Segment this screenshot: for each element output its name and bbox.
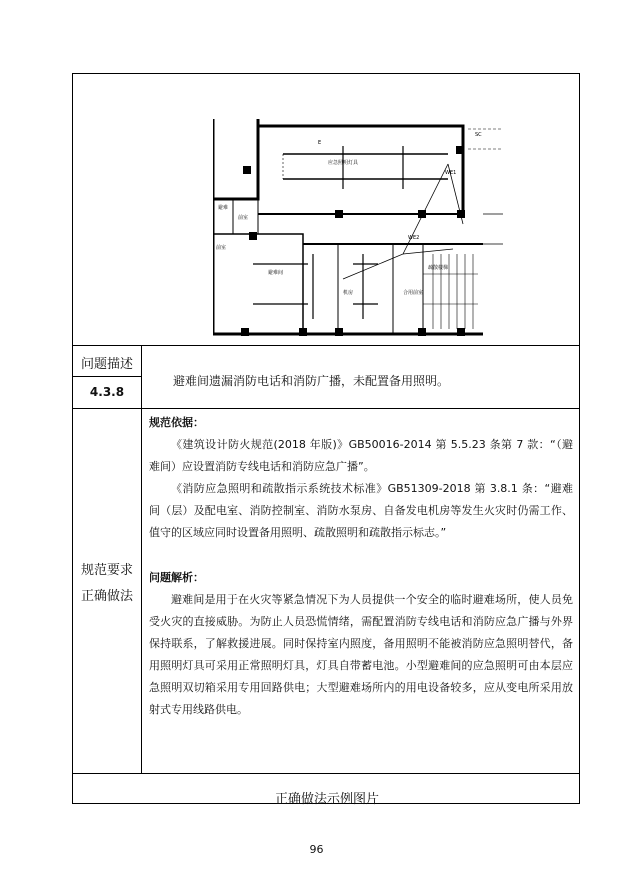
analysis-body	[149, 567, 573, 721]
basis-heading: 规范依据：	[149, 416, 204, 429]
row-divider-1	[73, 345, 579, 346]
problem-code: 4.3.8	[89, 385, 125, 399]
corner-tag: SC	[475, 132, 482, 138]
analysis-paragraph: 避难间是用于在火灾等紧急情况下为人员提供一个安全的临时避难场所，使人员免受火灾的直接威胁。为防止人员恐慌情绪，需配置消防专线电话和消防应急广播与外界保持联系，了解救援进展。同时保持室内照度，备用照明不能被消防应急照明替代，备用照明灯具可采用正常照明灯具，灯具自带蓄电池。小型避难间的应急照明可由本层应急照明双切箱采用专用回路供电；大型避难场所内的用电设备较多，应从变电所采用放射式专用线路供电。	[149, 593, 573, 716]
wire-tag-1: WE1	[445, 170, 457, 176]
floor-plan-drawing	[213, 104, 513, 344]
e-mark: E	[318, 140, 322, 146]
analysis-heading: 问题解析：	[149, 571, 204, 584]
figure-caption: 正确做法示例图片	[274, 792, 379, 807]
basis-paragraph-2: 《消防应急照明和疏散指示系统技术标准》GB51309-2018 第 3.8.1 条：“避难间（层）及配电室、消防控制室、消防水泵房、自备发电机房等发生火灾时仍需工作、值守的区域应同时设置备用照明、疏散照明和疏散指示标志。”	[149, 482, 573, 539]
problem-label: 问题描述	[80, 357, 133, 372]
problem-text: 避难间遗漏消防电话和消防广播，未配置备用照明。	[173, 374, 450, 388]
wire-tag-2: WE2	[408, 235, 420, 241]
room-label-a: 避难	[218, 205, 229, 211]
room-label-c: 避难间	[268, 270, 284, 276]
row-divider-3	[73, 773, 579, 774]
emergency-light-note: 应急照明灯具	[328, 160, 359, 166]
page-number: 96	[309, 843, 324, 856]
row-divider-label	[73, 376, 141, 377]
column-divider	[141, 345, 142, 773]
table-frame	[72, 73, 580, 807]
requirement-label-line2: 正确做法	[80, 589, 133, 604]
requirement-body	[149, 412, 573, 544]
room-label-d: 前室	[216, 245, 227, 251]
room-label-b: 前室	[238, 215, 249, 221]
requirement-label-line1: 规范要求	[80, 563, 133, 578]
basis-paragraph-1: 《建筑设计防火规范(2018 年版)》GB50016-2014 第 5.5.23 条第 7 款：“（避难间）应设置消防专线电话和消防应急广播”。	[149, 438, 573, 473]
room-label-f: 合用前室	[403, 290, 424, 296]
room-label-g: 疏散楼梯	[428, 265, 449, 271]
room-label-e: 机房	[343, 290, 354, 296]
row-divider-2	[73, 408, 579, 409]
